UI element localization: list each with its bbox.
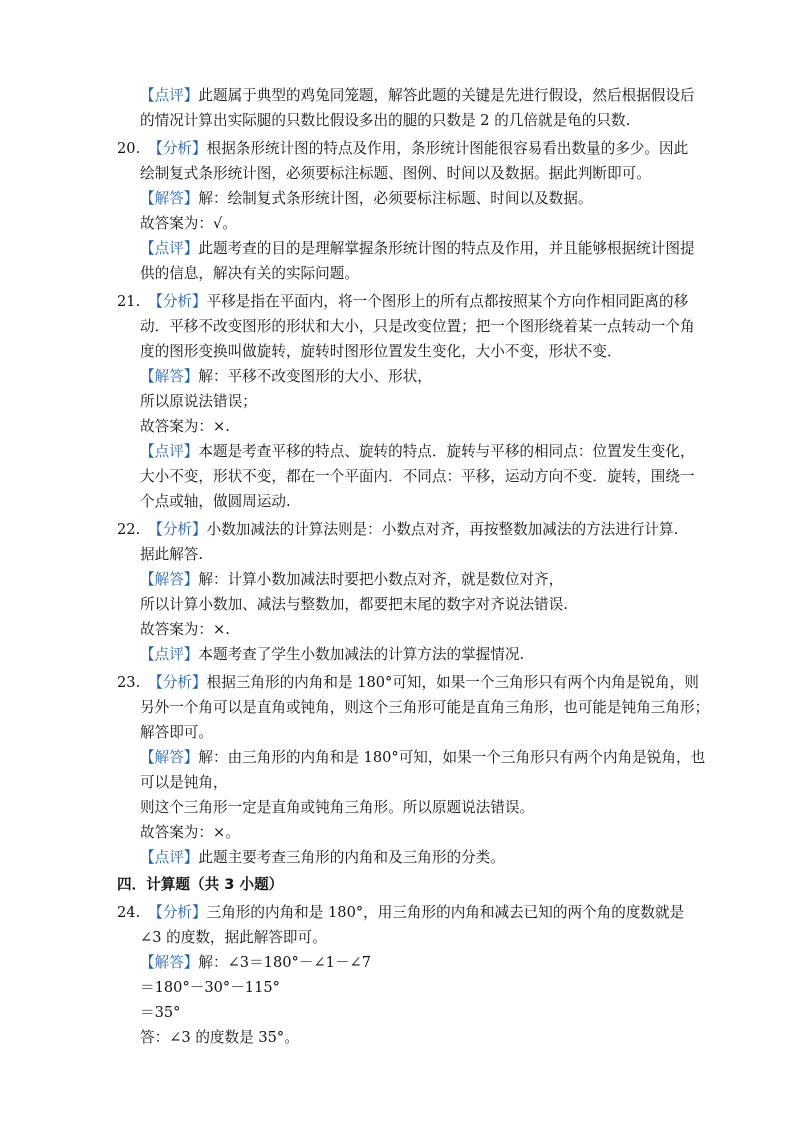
line-text: 大小不变，形状不变，都在一个平面内．不同点：平移，运动方向不变．旋转，围绕一 xyxy=(140,468,695,485)
section-tag: 【解答】 xyxy=(140,190,199,207)
line-text: 动．平移不改变图形的形状和大小，只是改变位置；把一个图形绕着某一点转动一个角 xyxy=(140,318,695,335)
text-line xyxy=(140,1028,299,1048)
text-line xyxy=(140,214,237,234)
text-line xyxy=(140,848,505,868)
text-line xyxy=(140,823,240,843)
line-text: ＝180°－30°－115° xyxy=(140,979,280,996)
text-line xyxy=(140,392,257,412)
question-number: 23. xyxy=(117,674,141,691)
line-text: 供的信息，解决有关的实际问题。 xyxy=(140,265,359,282)
line-text: 解：由三角形的内角和是 180°可知，如果一个三角形只有两个内角是锐角，也 xyxy=(198,749,706,766)
line-text: ∠3 的度数，据此解答即可。 xyxy=(140,929,327,946)
line-text: 的情况计算出实际腿的只数比假设多出的腿的只数是 2 的几倍就是龟的只数. xyxy=(140,112,631,129)
text-line xyxy=(117,903,684,923)
line-text: 可以是钝角， xyxy=(140,774,228,791)
line-text: 度的图形变换叫做旋转，旋转时图形位置发生变化，大小不变，形状不变． xyxy=(140,343,622,360)
question-number: 22. xyxy=(117,521,141,538)
text-line xyxy=(140,342,622,362)
line-text: 故答案为：×。 xyxy=(140,824,240,841)
line-text: 则这个三角形一定是直角或钝角三角形。所以原题说法错误。 xyxy=(140,799,535,816)
section-tag: 【点评】 xyxy=(140,443,199,460)
section-tag: 【解答】 xyxy=(140,749,199,766)
text-line xyxy=(140,698,709,718)
text-line xyxy=(140,367,432,387)
section-tag: 【分析】 xyxy=(148,521,207,538)
line-text: 本题是考查平移的特点、旋转的特点．旋转与平移的相同点：位置发生变化， xyxy=(198,443,695,460)
section-tag: 【分析】 xyxy=(148,293,207,310)
text-line xyxy=(140,748,705,768)
text-line xyxy=(140,86,695,106)
line-text: 故答案为：×. xyxy=(140,621,230,638)
line-text: ＝35° xyxy=(140,1004,181,1021)
line-text: 解：绘制复式条形统计图，必须要标注标题、时间以及数据。 xyxy=(198,190,593,207)
text-line xyxy=(140,417,230,437)
section-tag: 【分析】 xyxy=(148,140,207,157)
section-tag: 【点评】 xyxy=(140,240,199,257)
text-line xyxy=(140,467,695,487)
line-text: 绘制复式条形统计图，必须要标注标题、图例、时间以及数据。据此判断即可。 xyxy=(140,165,651,182)
text-line xyxy=(140,189,592,209)
line-text: 四．计算题（共 3 小题） xyxy=(117,876,284,893)
section-tag: 【解答】 xyxy=(140,954,199,971)
question-number: 20. xyxy=(117,140,141,157)
line-text: 故答案为：×. xyxy=(140,418,230,435)
line-text: 根据条形统计图的特点及作用，条形统计图能很容易看出数量的多少。因此 xyxy=(206,140,689,157)
text-line xyxy=(140,953,371,973)
section-tag: 【解答】 xyxy=(140,368,199,385)
section-heading xyxy=(117,875,283,895)
text-line xyxy=(140,442,695,462)
text-line xyxy=(140,928,327,948)
text-line xyxy=(117,292,688,312)
line-text: 平移是指在平面内，将一个图形上的所有点都按照某个方向作相同距离的移 xyxy=(206,293,689,310)
section-tag: 【点评】 xyxy=(140,87,199,104)
line-text: 小数加减法的计算法则是：小数点对齐，再按整数加减法的方法进行计算. xyxy=(206,521,679,538)
line-text: 个点或轴，做圆周运动. xyxy=(140,493,291,510)
section-tag: 【分析】 xyxy=(148,904,207,921)
line-text: 解：平移不改变图形的大小、形状， xyxy=(198,368,432,385)
text-line xyxy=(117,520,678,540)
line-text: 此题主要考查三角形的内角和及三角形的分类。 xyxy=(198,849,505,866)
line-text: 另外一个角可以是直角或钝角，则这个三角形可能是直角三角形，也可能是钝角三角形； xyxy=(140,699,710,716)
line-text: 根据三角形的内角和是 180°可知，如果一个三角形只有两个内角是锐角，则 xyxy=(206,674,699,691)
text-line xyxy=(140,1003,180,1023)
text-line xyxy=(140,111,630,131)
line-text: 解答即可。 xyxy=(140,724,213,741)
text-line xyxy=(140,595,568,615)
line-text: 据此解答. xyxy=(140,546,204,563)
line-text: 所以原说法错误； xyxy=(140,393,257,410)
text-line xyxy=(117,139,688,159)
line-text: 此题属于典型的鸡兔同笼题，解答此题的关键是先进行假设，然后根据假设后 xyxy=(198,87,695,104)
question-number: 21. xyxy=(117,293,141,310)
line-text: 所以计算小数加、减法与整数加，都要把末尾的数字对齐说法错误. xyxy=(140,596,568,613)
section-tag: 【点评】 xyxy=(140,646,199,663)
line-text: 本题考查了学生小数加减法的计算方法的掌握情况. xyxy=(198,646,525,663)
line-text: 答：∠3 的度数是 35°。 xyxy=(140,1029,299,1046)
line-text: 解：∠3＝180°－∠1－∠7 xyxy=(198,954,372,971)
text-line xyxy=(140,264,359,284)
text-line xyxy=(140,317,695,337)
question-number: 24. xyxy=(117,904,141,921)
text-line xyxy=(140,645,524,665)
text-line xyxy=(140,723,213,743)
line-text: 此题考查的目的是理解掌握条形统计图的特点及作用，并且能够根据统计图提 xyxy=(198,240,695,257)
text-line xyxy=(140,620,230,640)
text-line xyxy=(140,978,280,998)
text-line xyxy=(140,798,534,818)
section-tag: 【分析】 xyxy=(148,674,207,691)
text-line xyxy=(140,239,695,259)
text-line xyxy=(140,164,651,184)
section-tag: 【解答】 xyxy=(140,571,199,588)
line-text: 解：计算小数加减法时要把小数点对齐，就是数位对齐， xyxy=(198,571,564,588)
text-line xyxy=(117,673,699,693)
text-line xyxy=(140,773,228,793)
text-line xyxy=(140,570,563,590)
text-line xyxy=(140,545,203,565)
line-text: 三角形的内角和是 180°，用三角形的内角和减去已知的两个角的度数就是 xyxy=(206,904,685,921)
text-line xyxy=(140,492,291,512)
section-tag: 【点评】 xyxy=(140,849,199,866)
line-text: 故答案为：√。 xyxy=(140,215,237,232)
